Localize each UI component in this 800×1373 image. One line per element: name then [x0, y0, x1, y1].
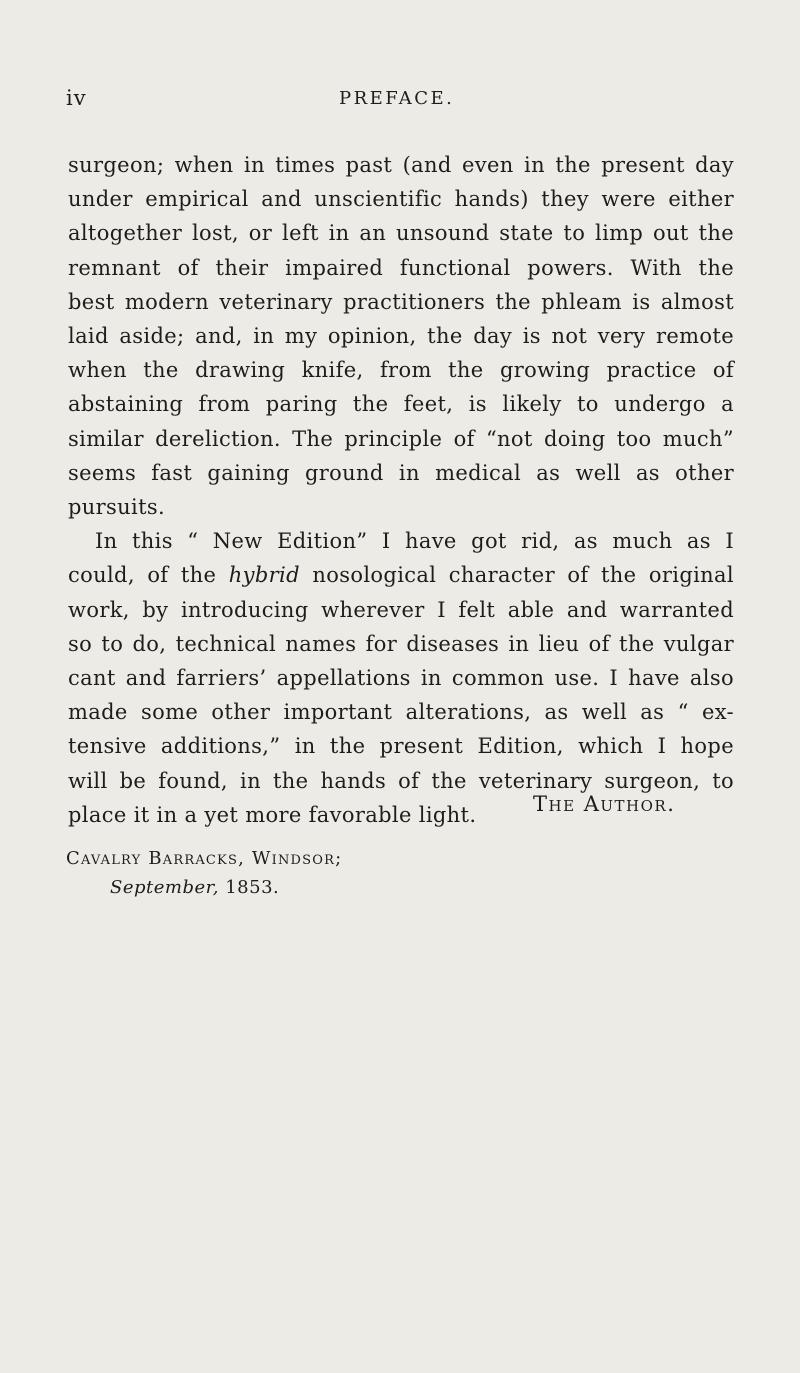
text-line: under empirical and unscientific hands) they were either [68, 187, 734, 212]
text-line: made some other important alterations, as well as “ ex- [68, 700, 734, 725]
text-line: when the drawing knife, from the growing practice of [68, 358, 734, 383]
emphasis-hybrid: hybrid [228, 563, 300, 588]
date-line [110, 877, 279, 898]
text-line: surgeon; when in times past (and even in the present day [68, 153, 734, 177]
text-line: seems fast gaining ground in medical as well as other [68, 460, 734, 485]
page-number: iv [66, 86, 87, 110]
text-line: tensive additions,” in the present Edition, which I hope [68, 734, 734, 759]
text-line: abstaining from paring the feet, is likely to undergo a [68, 392, 734, 417]
date-month: September, [110, 877, 219, 898]
text-fragment: could, of the [68, 563, 229, 588]
text-line: cant and farriers’ appellations in common use. I have also [68, 666, 734, 691]
text-line: remnant of their impaired functional powers. With the [68, 255, 734, 280]
text-line: work, by introducing wherever I felt able and warranted [68, 597, 734, 622]
text-line [68, 558, 734, 592]
text-line: so to do, technical names for diseases in lieu of the vulgar [68, 631, 734, 656]
text-line: laid aside; and, in my opinion, the day is not very remote [68, 324, 734, 349]
preface-body [68, 148, 734, 832]
date-year: 1853. [225, 877, 280, 898]
running-head: PREFACE. [339, 88, 455, 109]
text-fragment: nosological character of the original [299, 563, 734, 588]
text-line: place it in a yet more favorable light. [68, 802, 477, 827]
text-line: In this “ New Edition” I have got rid, as much as I [95, 529, 734, 554]
text-line: best modern veterinary practitioners the phleam is almost [68, 289, 734, 314]
text-line: will be found, in the hands of the veterinary surgeon, to [68, 768, 734, 793]
text-line: altogether lost, or left in an unsound state to limp out the [68, 221, 734, 246]
text-line: similar dereliction. The principle of “not doing too much” [68, 426, 734, 451]
text-line: pursuits. [68, 495, 166, 520]
place-line: Cavalry Barracks, Windsor; [66, 848, 343, 869]
signature: The Author. [533, 792, 676, 816]
